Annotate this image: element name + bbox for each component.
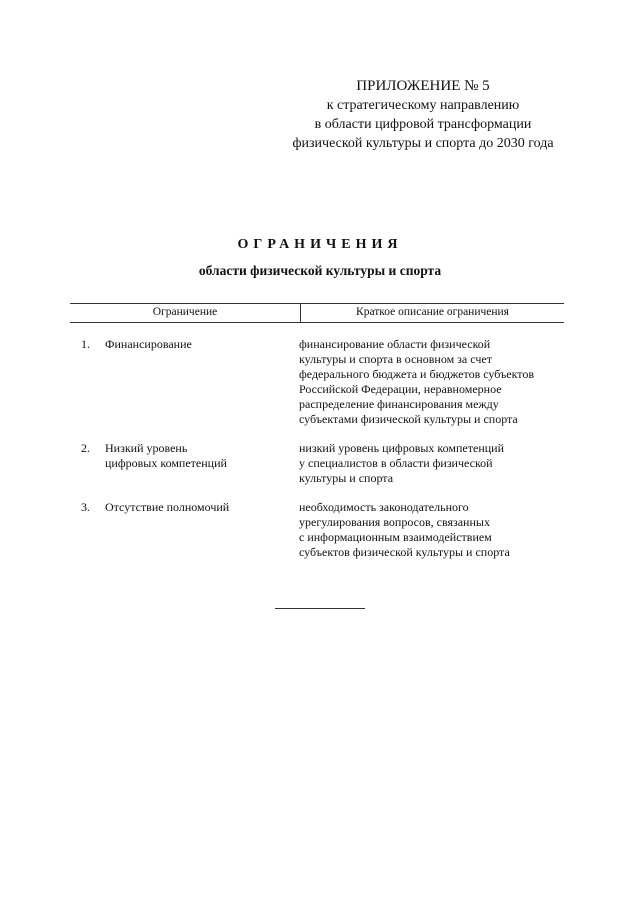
restriction-name	[105, 441, 285, 471]
description-line: Российской Федерации, неравномерное	[299, 382, 502, 396]
description-line: культуры и спорта	[299, 471, 394, 485]
row-number: 3.	[81, 500, 90, 514]
description-line: низкий уровень цифровых компетенций	[299, 441, 505, 455]
annex-line-3: в области цифровой трансформации	[314, 117, 532, 132]
description-line: распределение финансирования между	[299, 397, 499, 411]
annex-number: ПРИЛОЖЕНИЕ № 5	[356, 78, 490, 94]
row-number: 2.	[81, 441, 90, 455]
description-line: финансирование области физической	[299, 337, 491, 351]
restriction-name	[105, 337, 285, 352]
annex-line-4: физической культуры и спорта до 2030 года	[292, 136, 554, 151]
restriction-name-line: Финансирование	[105, 337, 192, 351]
document-title: ОГРАНИЧЕНИЯ	[237, 237, 403, 252]
description-line: у специалистов в области физической	[299, 456, 493, 470]
restriction-description	[299, 500, 569, 560]
annex-header	[240, 77, 606, 153]
end-of-document-rule	[275, 608, 365, 609]
annex-line-2: к стратегическому направлению	[326, 98, 520, 113]
description-line: культуры и спорта в основном за счет	[299, 352, 492, 366]
restriction-name-line: Низкий уровень	[105, 441, 188, 455]
restriction-description	[299, 441, 569, 486]
description-line: необходимость законодательного	[299, 500, 469, 514]
description-line: урегулирования вопросов, связанных	[299, 515, 490, 529]
header-restriction: Ограничение	[152, 306, 218, 318]
description-line: субъектами физической культуры и спорта	[299, 412, 518, 426]
restriction-description	[299, 337, 569, 427]
document-subtitle: области физической культуры и спорта	[198, 263, 442, 278]
description-line: с информационным взаимодействием	[299, 530, 492, 544]
description-line: субъектов физической культуры и спорта	[299, 545, 510, 559]
description-line: федерального бюджета и бюджетов субъектов	[299, 367, 535, 381]
row-number: 1.	[81, 337, 90, 351]
restriction-name-line: цифровых компетенций	[105, 456, 227, 470]
table-header	[70, 303, 564, 323]
restriction-name	[105, 500, 285, 515]
restriction-name-line: Отсутствие полномочий	[105, 500, 230, 514]
header-description: Краткое описание ограничения	[356, 306, 509, 318]
